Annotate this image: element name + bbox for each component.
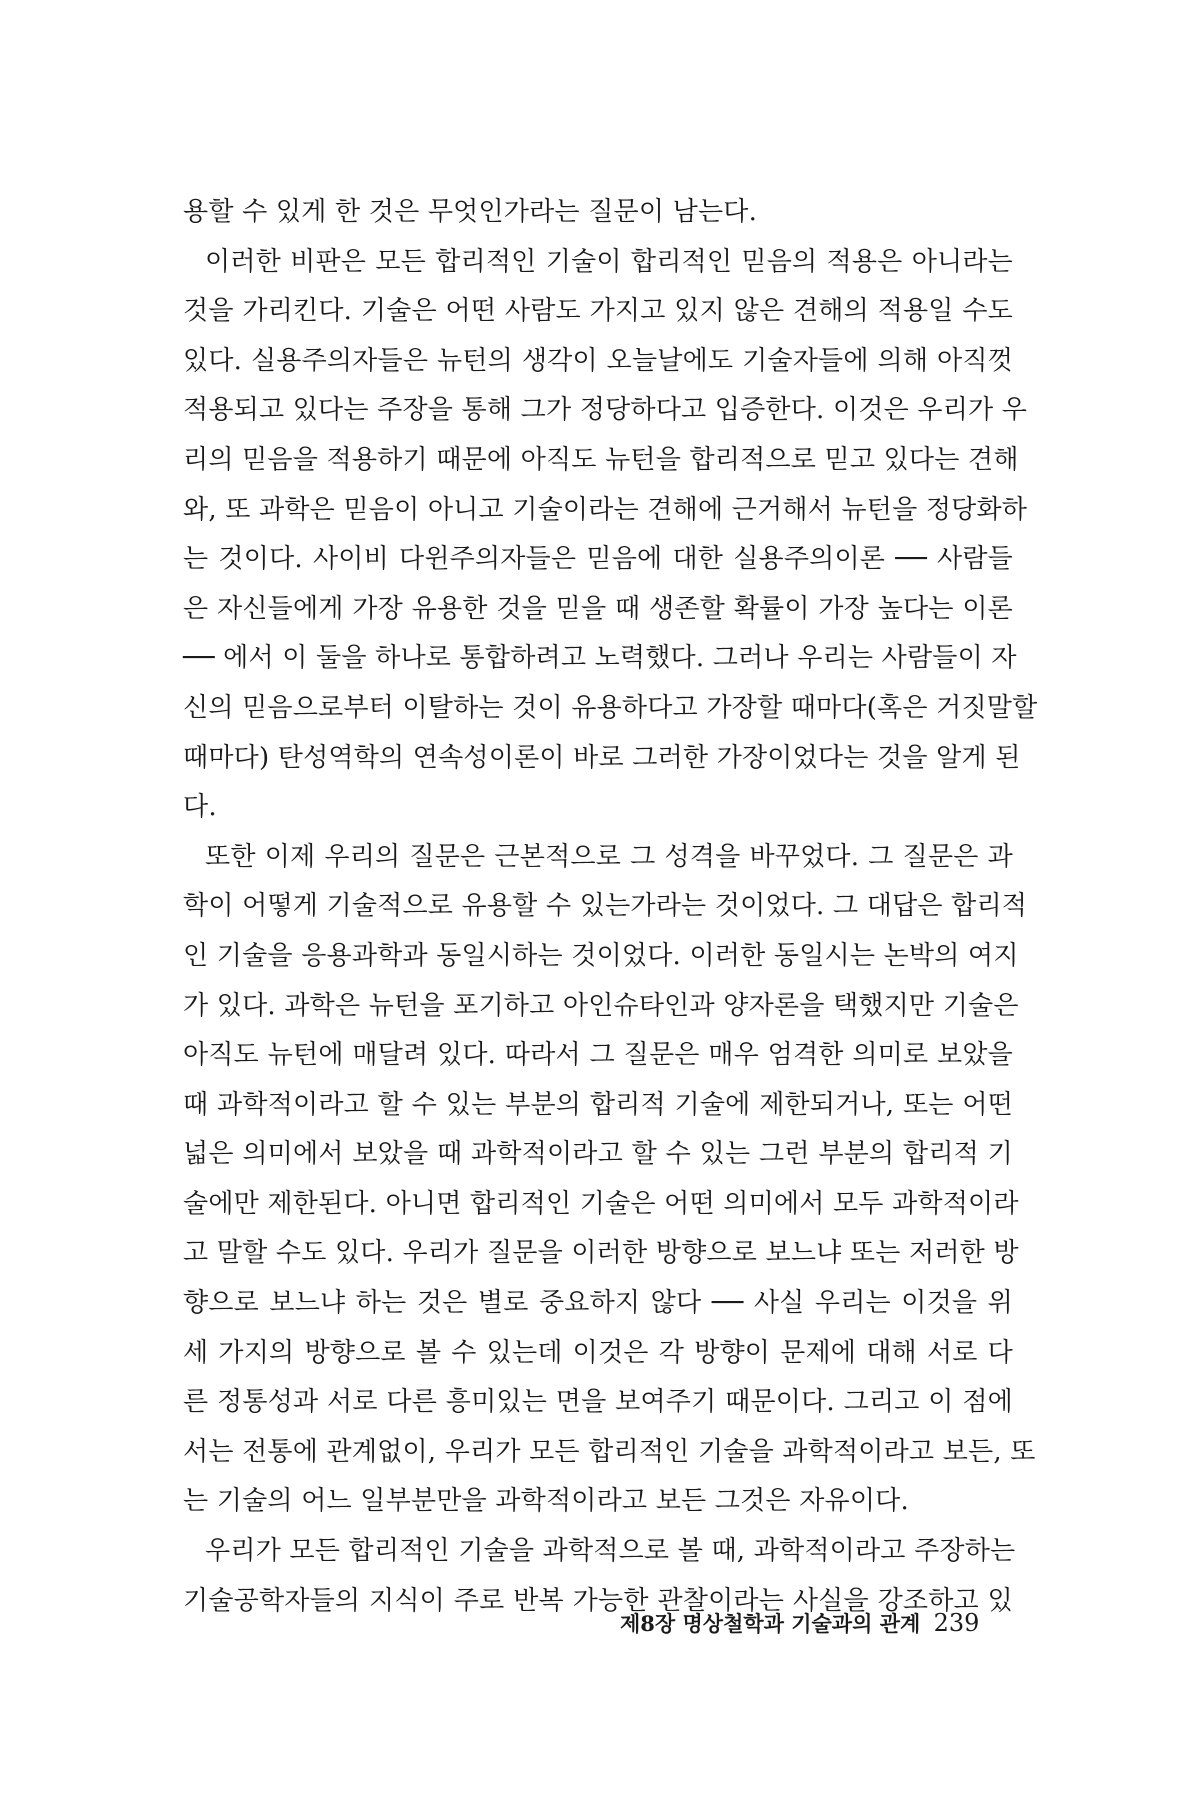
text-line: 향으로 보느냐 하는 것은 별로 중요하지 않다 ── 사실 우리는 이것을 위: [183, 1288, 1013, 1319]
text-line: 서는 전통에 관계없이, 우리가 모든 합리적인 기술을 과학적이라고 보든, 또: [183, 1436, 1036, 1467]
text-line: 술에만 제한된다. 아니면 합리적인 기술은 어떤 의미에서 모두 과학적이라: [183, 1188, 1019, 1219]
text-line: 있다. 실용주의자들은 뉴턴의 생각이 오늘날에도 기술자들에 의해 아직껏: [183, 345, 1013, 376]
text-line: ── 에서 이 둘을 하나로 통합하려고 노력했다. 그러나 우리는 사람들이 자: [183, 643, 1017, 674]
text-line: 학이 어떻게 기술적으로 유용할 수 있는가라는 것이었다. 그 대답은 합리적: [183, 891, 1028, 922]
text-line: 고 말할 수도 있다. 우리가 질문을 이러한 방향으로 보느냐 또는 저러한 방: [183, 1238, 1019, 1269]
text-line: 넓은 의미에서 보았을 때 과학적이라고 할 수 있는 그런 부분의 합리적 기: [183, 1139, 1013, 1170]
text-line: 가 있다. 과학은 뉴턴을 포기하고 아인슈타인과 양자론을 택했지만 기술은: [183, 990, 1019, 1021]
text-line: 기술공학자들의 지식이 주로 반복 가능한 관찰이라는 사실을 강조하고 있: [183, 1585, 1013, 1616]
text-line: 신의 믿음으로부터 이탈하는 것이 유용하다고 가장할 때마다(혹은 거짓말할: [183, 692, 1038, 723]
text-line: 우리가 모든 합리적인 기술을 과학적으로 볼 때, 과학적이라고 주장하는: [205, 1536, 1016, 1567]
text-line: 는 것이다. 사이비 다윈주의자들은 믿음에 대한 실용주의이론 ── 사람들: [183, 544, 1013, 575]
text-line: 때마다) 탄성역학의 연속성이론이 바로 그러한 가장이었다는 것을 알게 된: [183, 742, 1021, 773]
text-line: 이러한 비판은 모든 합리적인 기술이 합리적인 믿음의 적용은 아니라는: [205, 246, 1013, 277]
text-line: 른 정통성과 서로 다른 흥미있는 면을 보여주기 때문이다. 그리고 이 점에: [183, 1387, 1013, 1418]
text-line: 는 기술의 어느 일부분만을 과학적이라고 보든 그것은 자유이다.: [183, 1486, 909, 1517]
text-line: 리의 믿음을 적용하기 때문에 아직도 뉴턴을 합리적으로 믿고 있다는 견해: [183, 444, 1019, 475]
text-line: 것을 가리킨다. 기술은 어떤 사람도 가지고 있지 않은 견해의 적용일 수도: [183, 296, 1013, 327]
text-line: 와, 또 과학은 믿음이 아니고 기술이라는 견해에 근거해서 뉴턴을 정당화하: [183, 494, 1028, 525]
text-line: 은 자신들에게 가장 유용한 것을 믿을 때 생존할 확률이 가장 높다는 이론: [183, 593, 1013, 624]
text-line: 세 가지의 방향으로 볼 수 있는데 이것은 각 방향이 문제에 대해 서로 다: [183, 1337, 1013, 1368]
running-footer: [620, 1608, 1020, 1638]
page-number: 239: [933, 1609, 980, 1637]
text-line: 적용되고 있다는 주장을 통해 그가 정당하다고 입증한다. 이것은 우리가 우: [183, 395, 1028, 426]
body-text: [183, 188, 1038, 1626]
text-line: 인 기술을 응용과학과 동일시하는 것이었다. 이러한 동일시는 논박의 여지: [183, 940, 1019, 971]
text-line: 때 과학적이라고 할 수 있는 부분의 합리적 기술에 제한되거나, 또는 어떤: [183, 1089, 1013, 1120]
text-line: 아직도 뉴턴에 매달려 있다. 따라서 그 질문은 매우 엄격한 의미로 보았을: [183, 1040, 1013, 1071]
text-line: 용할 수 있게 한 것은 무엇인가라는 질문이 남는다.: [183, 197, 758, 227]
chapter-title: 제8장 명상철학과 기술과의 관계: [620, 1611, 921, 1636]
text-line: 다.: [183, 792, 217, 823]
text-line: 또한 이제 우리의 질문은 근본적으로 그 성격을 바꾸었다. 그 질문은 과: [205, 841, 1013, 872]
